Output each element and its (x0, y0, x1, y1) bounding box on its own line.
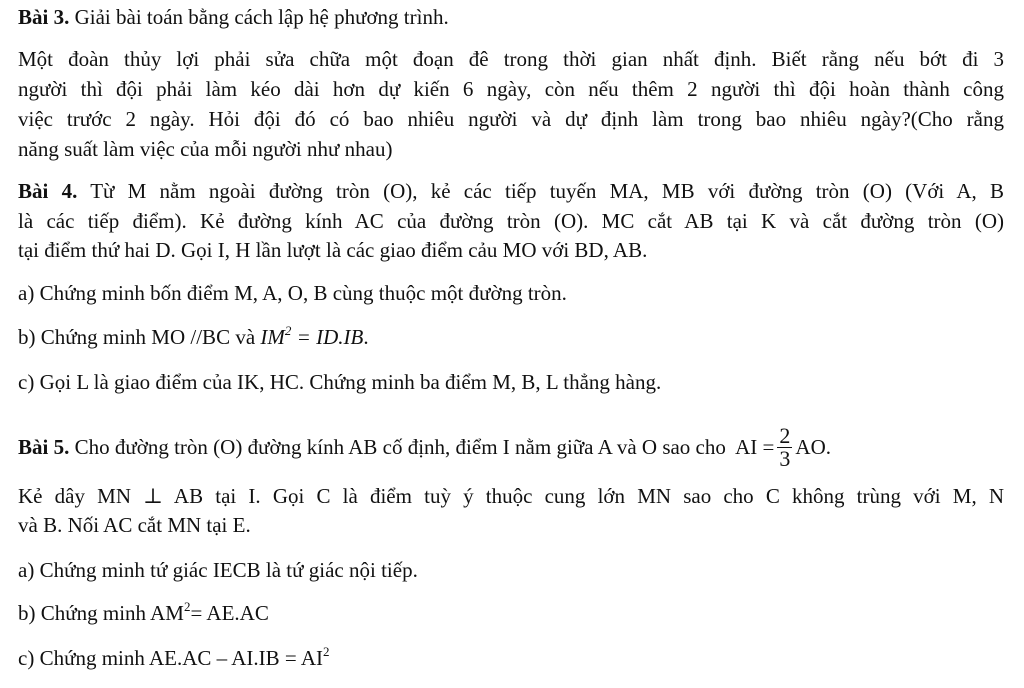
formula-rhs: = ID.IB (291, 325, 364, 349)
bai3-line-3: việc trước 2 ngày. Hỏi đội đó có bao nhiêu người và dự định làm trong bao nhiêu ngày?(Cho rằng (18, 107, 1004, 131)
formula-lhs: IM (260, 325, 285, 349)
bai3-title: Giải bài toán bằng cách lập hệ phương trình. (74, 5, 449, 29)
bai4-part-b-formula (260, 325, 363, 349)
bai4-label: Bài 4. (18, 179, 78, 203)
bai5-label: Bài 5. (18, 435, 70, 459)
bai3-label: Bài 3. (18, 5, 70, 29)
bai5-line-2-pre: Kẻ dây (18, 484, 85, 508)
fraction-numerator: 2 (779, 422, 791, 448)
bai4-part-c: c) Gọi L là giao điểm của IK, HC. Chứng minh ba điểm M, B, L thẳng hàng. (18, 370, 662, 394)
bai5-line-1-text: Cho đường tròn (O) đường kính AB cố định, điểm I nằm giữa A và O sao cho (74, 435, 726, 459)
bai5-line-2-math: MN ⊥ AB (97, 484, 204, 508)
bai3-line-1: Một đoàn thủy lợi phải sửa chữa một đoạn đê trong thời gian nhất định. Biết rằng nếu bớt đi 3 (18, 47, 1004, 71)
bai5-part-c-exponent: 2 (322, 644, 330, 659)
bai4-line-2: là các tiếp điểm). Kẻ đường kính AC của đường tròn (O). MC cắt AB tại K và cắt đường tròn (O) (18, 209, 1004, 233)
bai5-part-c-pre: c) Chứng minh AE.AC – AI.IB = AI (18, 646, 323, 670)
bai5-part-c (18, 645, 329, 671)
bai5-line-2-post: tại I. Gọi C là điểm tuỳ ý thuộc cung lớn MN sao cho C không trùng với M, N (215, 484, 1005, 508)
bai5-part-b (18, 600, 269, 626)
bai4-part-b (18, 324, 369, 350)
bai5-ai-rhs: AO. (795, 435, 831, 459)
bai3-line-2: người thì đội phải làm kéo dài hơn dự kiến 6 ngày, còn nếu thêm 2 người thì đội hoàn thành công (18, 77, 1004, 101)
bai4-line-1 (18, 178, 1004, 204)
bai5-part-b-exponent: 2 (183, 599, 191, 614)
bai5-line-2 (18, 483, 1004, 509)
bai4-line-1-text: Từ M nằm ngoài đường tròn (O), kẻ các tiếp tuyến MA, MB với đường tròn (O) (Với A, B (90, 179, 1004, 203)
bai5-part-b-post: = AE.AC (190, 601, 269, 625)
bai5-part-b-pre: b) Chứng minh AM (18, 601, 184, 625)
bai5-fraction (777, 422, 792, 471)
bai5-line-3: và B. Nối AC cắt MN tại E. (18, 513, 251, 537)
bai5-ai-lhs: AI = (735, 435, 775, 459)
bai3-heading (18, 4, 449, 30)
bai5-line-1 (18, 416, 831, 478)
bai3-line-4: năng suất làm việc của mỗi người như nhau) (18, 137, 393, 161)
formula-exponent: 2 (284, 323, 292, 338)
bai4-part-b-text: b) Chứng minh MO //BC và (18, 325, 256, 349)
bai5-part-a: a) Chứng minh tứ giác IECB là tứ giác nội tiếp. (18, 558, 418, 582)
bai4-part-b-end: . (363, 325, 369, 349)
fraction-denominator: 3 (779, 445, 791, 471)
bai4-line-3: tại điểm thứ hai D. Gọi I, H lần lượt là các giao điểm cảu MO với BD, AB. (18, 238, 648, 262)
bai4-part-a: a) Chứng minh bốn điểm M, A, O, B cùng thuộc một đường tròn. (18, 281, 567, 305)
